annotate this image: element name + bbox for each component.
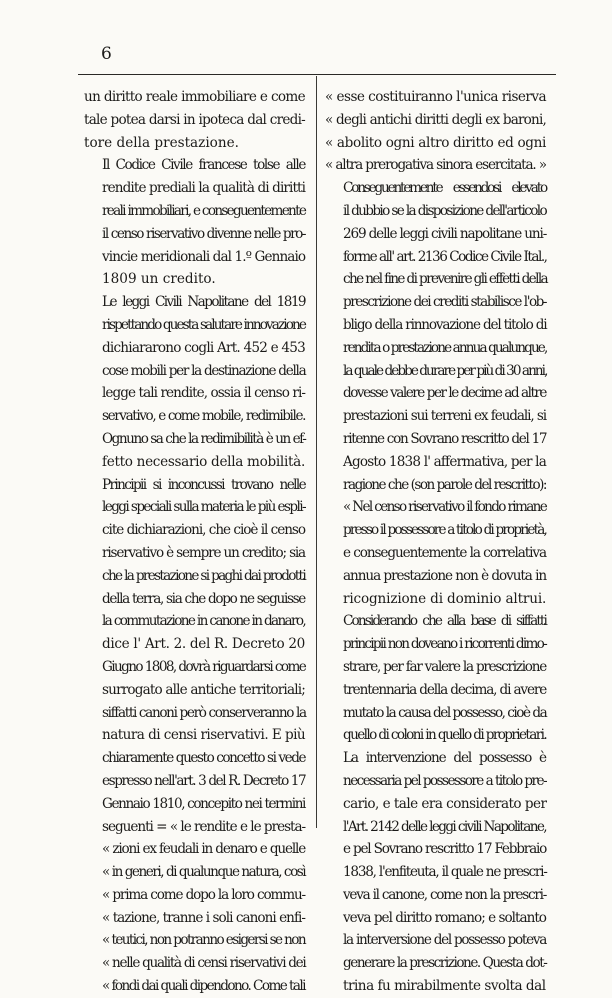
paragraph [84, 154, 305, 291]
text-line: surrogato alle antiche territoriali; [102, 681, 305, 698]
text-line: chiaramente questo concetto si vede [102, 750, 306, 767]
text-line: necessaria pel possessore a titolo pre- [343, 772, 546, 789]
text-line: fetto necessario della mobilità. [102, 453, 305, 470]
text-line: principii non doveano i ricorrenti dimo- [343, 636, 546, 653]
text-line: bligo della rinnovazione del titolo di [343, 316, 547, 333]
text-line: « altra prerogativa sinora esercitata. » [325, 157, 546, 174]
text-line: quello di coloni in quello di proprietari. [343, 727, 547, 744]
text-line: cose mobili per la destinazione della [102, 362, 306, 379]
text-line: cite dichiarazioni, che cioè il censo [102, 522, 305, 539]
text-line: Agosto 1838 l' affermativa, per la [343, 453, 546, 470]
text-line: « Nel censo riservativo il fondo rimane [343, 499, 547, 516]
paragraph [84, 86, 305, 154]
text-line: 1809 un credito. [102, 271, 216, 288]
text-line: la commutazione in canone in danaro, [102, 613, 305, 630]
text-line: reali immobiliari, e conseguentemente [102, 202, 306, 219]
text-line: « tazione, tranne i soli canoni enfi- [102, 909, 305, 926]
text-line: strare, per far valere la prescrizione [343, 658, 546, 675]
text-line: tale potea darsi in ipoteca dal credi- [84, 111, 305, 128]
text-line: presso il possessore a titolo di proprietà, [343, 522, 546, 539]
text-line: natura di censi riservativi. E più [102, 727, 306, 744]
text-line: « in generi, di qualunque natura, così [102, 864, 306, 881]
text-line: dice l' Art. 2. del R. Decreto 20 [102, 636, 305, 653]
text-line: l'Art. 2142 delle leggi civili Napolitane, [343, 818, 546, 835]
text-line: rendita o prestazione annua qualunque, [343, 339, 547, 356]
paragraph [325, 610, 546, 747]
text-line: e conseguentemente la correlativa [343, 544, 546, 561]
text-line: « degli antichi diritti degli ex baroni, [325, 111, 546, 128]
text-line: Gennaio 1810, concepito nei termini [102, 795, 305, 812]
text-line: mutato la causa del possesso, cioè da [343, 704, 547, 721]
text-line: tore della prestazione. [84, 134, 239, 151]
text-line: il dubbio se la disposizione dell'articolo [343, 202, 546, 219]
text-line: la quale debbe durare per più di 30 anni, [343, 362, 547, 379]
left-column [84, 86, 305, 998]
text-line: il censo riservativo divenne nelle pro- [102, 225, 305, 242]
text-line: un diritto reale immobiliare e come [84, 89, 305, 105]
text-line: « esse costituiranno l'unica riserva [325, 89, 546, 105]
text-line: La intervenzione del possesso è [343, 750, 546, 767]
text-line: veva il canone, come non la prescri- [343, 886, 547, 903]
text-line: trina fu mirabilmente svolta dal [343, 978, 546, 995]
text-line: « abolito ogni altro diritto ed ogni [325, 134, 546, 151]
text-line: siffatti canoni però conserveranno la [102, 704, 306, 721]
text-line: prestazioni sui terreni ex feudali, si [343, 408, 546, 425]
text-line: legge tali rendite, ossia il censo ri- [102, 385, 305, 402]
text-line: « teutici, non potranno esigersi se non [102, 932, 305, 949]
text-line: Considerando che alla base di siffatti [343, 613, 546, 630]
text-line: « zioni ex feudali in denaro e quelle [102, 841, 306, 858]
text-line: « nelle qualità di censi riservativi dei [102, 955, 306, 972]
text-line: 269 delle leggi civili napolitane uni- [343, 225, 547, 242]
text-line: trentennaria della decima, di avere [343, 681, 547, 698]
right-column [325, 86, 546, 998]
text-line: Principii si inconcussi trovano nelle [102, 476, 305, 493]
text-line: espresso nell'art. 3 del R. Decreto 17 [102, 772, 306, 789]
text-line: seguenti = « le rendite e le presta- [102, 818, 306, 835]
text-line: Ognuno sa che la redimibilità è un ef- [102, 430, 306, 447]
text-line: 1838, l'enfiteuta, il quale ne prescri- [343, 864, 547, 881]
text-line: vincie meridionali dal 1.º Gennaio [102, 248, 306, 265]
text-line: ragione che (son parole del rescritto): [343, 476, 546, 493]
text-line: dovesse valere per le decime ad altre [343, 385, 546, 402]
paragraph [325, 747, 546, 998]
text-line: Giugno 1808, dovrà riguardarsi come [102, 658, 306, 675]
text-line: ricognizione di dominio altrui. [343, 590, 547, 607]
text-line: annua prestazione non è dovuta in [343, 567, 547, 584]
text-line: dichiararono cogli Art. 452 e 453 [102, 339, 305, 356]
text-line: forme all' art. 2136 Codice Civile Ital., [343, 248, 547, 265]
text-line: riservativo è sempre un credito; sia [102, 544, 305, 561]
text-line: rispettando questa salutare innovazione [102, 316, 305, 333]
text-line: generare la prescrizione. Questa dot- [343, 955, 547, 972]
text-line: ritenne con Sovrano rescritto del 17 [343, 430, 547, 447]
text-line: Conseguentemente essendosi elevato [343, 180, 546, 197]
paragraph [325, 86, 546, 177]
text-line: « fondi dai quali dipendono. Come tali [102, 978, 305, 995]
text-line: della terra, sia che dopo ne seguisse [102, 590, 305, 607]
text-line: e pel Sovrano rescritto 17 Febbraio [343, 841, 547, 858]
paragraph [325, 177, 546, 610]
text-line: leggi speciali sulla materia le più espli- [102, 499, 305, 516]
text-line: rendite prediali la qualità di diritti [102, 180, 306, 197]
text-line: che la prestazione si paghi dai prodotti [102, 567, 305, 584]
text-line: cario, e tale era considerato per [343, 795, 547, 812]
text-line: « prima come dopo la loro commu- [102, 886, 305, 903]
column-divider [316, 76, 317, 828]
text-line: servativo, e come mobile, redimibile. [102, 408, 305, 425]
text-line: Il Codice Civile francese tolse alle [102, 157, 305, 174]
text-line: veva pel diritto romano; e soltanto [343, 909, 546, 926]
text-line: Le leggi Civili Napolitane del 1819 [102, 294, 305, 311]
page-number: 6 [101, 44, 112, 64]
header-rule [78, 74, 556, 75]
text-line: la interversione del possesso poteva [343, 932, 546, 949]
text-line: prescrizione dei crediti stabilisce l'ob- [343, 294, 547, 311]
text-line: che nel fine di prevenire gli effetti della [343, 271, 548, 288]
paragraph [84, 474, 305, 998]
paragraph [84, 291, 305, 473]
